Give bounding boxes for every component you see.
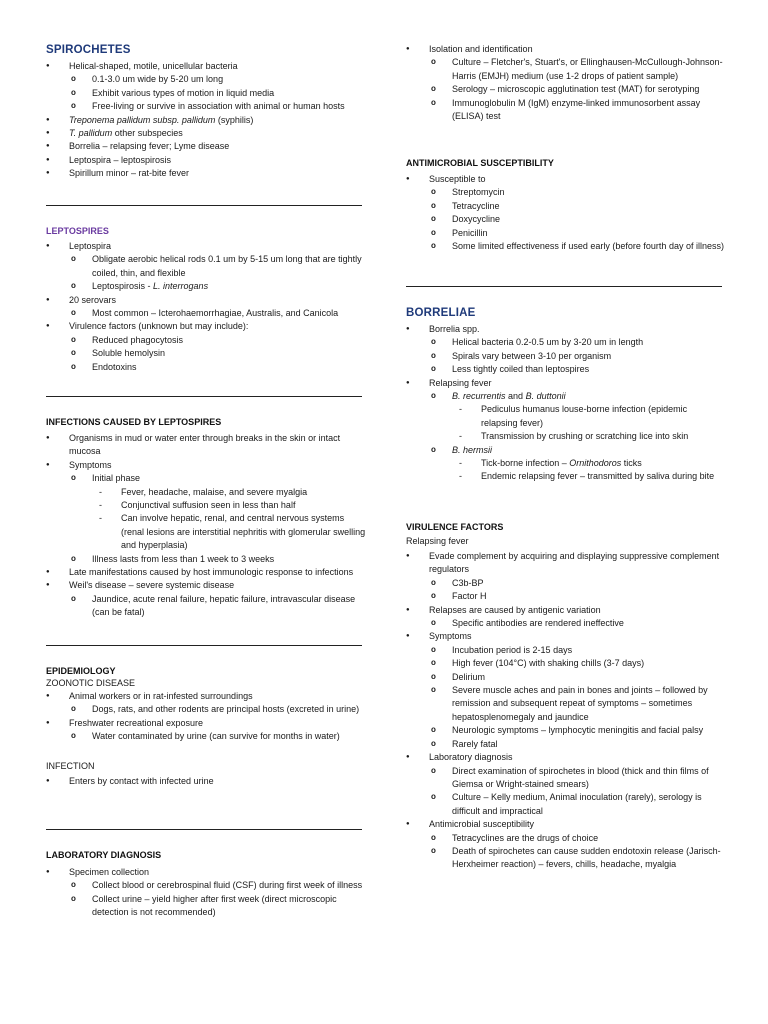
bullet-list	[46, 432, 366, 620]
list-item: - Pediculus humanus louse-borne infection (epidemic relapsing fever)	[406, 403, 726, 430]
list-item: - Fever, headache, malaise, and severe myalgia	[46, 486, 366, 499]
list-item: ● Helical-shaped, motile, unicellular bacteria	[46, 60, 366, 73]
list-item: ● 20 serovars	[46, 294, 366, 307]
section-title: LABORATORY DIAGNOSIS	[46, 850, 162, 860]
list-item: ● Leptospira	[46, 240, 366, 253]
divider	[46, 205, 362, 206]
list-item: o Factor H	[406, 590, 726, 603]
list-item: ● Relapsing fever	[406, 377, 726, 390]
list-item: ● Weil's disease – severe systemic disease	[46, 579, 366, 592]
list-item: ● Symptoms	[406, 630, 726, 643]
list-item: o Rarely fatal	[406, 738, 726, 751]
list-item: o Delirium	[406, 671, 726, 684]
list-item: o Most common – Icterohaemorrhagiae, Australis, and Canicola	[46, 307, 366, 320]
divider	[406, 286, 722, 287]
list-item: ● Spirillum minor – rat-bite fever	[46, 167, 366, 180]
section-title: EPIDEMIOLOGY	[46, 666, 116, 676]
list-item	[46, 280, 366, 293]
bullet-list	[46, 775, 366, 788]
list-item: ● Virulence factors (unknown but may include):	[46, 320, 366, 333]
list-item: ● Freshwater recreational exposure	[46, 717, 366, 730]
bullet-list	[406, 323, 726, 484]
species-name: B. hermsii	[452, 444, 493, 455]
list-item: o Streptomycin	[406, 186, 726, 199]
list-item: - Can involve hepatic, renal, and central nervous systems (renal lesions are interstitial nephritis with glomerular swelling and hyperplasia)	[46, 512, 366, 552]
section-title: INFECTIONS CAUSED BY LEPTOSPIRES	[46, 417, 222, 427]
species-name: B. recurrentis	[452, 391, 506, 402]
list-item: ● Relapses are caused by antigenic variation	[406, 604, 726, 617]
section-subtitle: ZOONOTIC DISEASE	[46, 678, 136, 688]
list-item: o Incubation period is 2-15 days	[406, 644, 726, 657]
list-item: o Less tightly coiled than leptospires	[406, 363, 726, 376]
list-item: o Culture – Kelly medium, Animal inoculation (rarely), serology is difficult and impractical	[406, 791, 726, 818]
bullet-list	[406, 43, 726, 123]
species-name: B. duttonii	[525, 391, 566, 402]
list-item: o Some limited effectiveness if used early (before fourth day of illness)	[406, 240, 726, 253]
list-item: o Reduced phagocytosis	[46, 334, 366, 347]
section-subtitle: Relapsing fever	[406, 536, 469, 546]
section-antimicrobial	[406, 158, 726, 253]
list-item: o Serology – microscopic agglutination test (MAT) for serotyping	[406, 83, 726, 96]
list-item: o Endotoxins	[46, 361, 366, 374]
bullet-list	[406, 173, 726, 253]
list-text: Tick-borne infection –	[481, 458, 570, 469]
list-item: ● Isolation and identification	[406, 43, 726, 56]
list-item: ● Antimicrobial susceptibility	[406, 818, 726, 831]
list-item: o Dogs, rats, and other rodents are principal hosts (excreted in urine)	[46, 703, 366, 716]
list-item	[406, 444, 726, 457]
section-epidemiology	[46, 666, 366, 788]
divider	[46, 645, 362, 646]
list-item: o Spirals vary between 3-10 per organism	[406, 350, 726, 363]
list-item: o Tetracyclines are the drugs of choice	[406, 832, 726, 845]
divider	[46, 829, 362, 830]
list-item: ● Borrelia spp.	[406, 323, 726, 336]
list-item: o Immunoglobulin M (IgM) enzyme-linked immunosorbent assay (ELISA) test	[406, 97, 726, 124]
bullet-list	[46, 240, 366, 374]
list-item: o Direct examination of spirochetes in blood (thick and thin films of Giemsa or Wright-stained smears)	[406, 765, 726, 792]
subsection-title: INFECTION	[46, 760, 95, 771]
section-infections	[46, 417, 366, 620]
list-item: o Free-living or survive in association with animal or human hosts	[46, 100, 366, 113]
list-item: o Neurologic symptoms – lymphocytic meningitis and facial palsy	[406, 724, 726, 737]
list-item: o Illness lasts from less than 1 week to 3 weeks	[46, 553, 366, 566]
list-item: o Initial phase	[46, 472, 366, 485]
list-item: ● Borrelia – relapsing fever; Lyme disease	[46, 140, 366, 153]
list-item: ● Late manifestations caused by host immunologic response to infections	[46, 566, 366, 579]
list-item: ● Evade complement by acquiring and displaying suppressive complement regulators	[406, 550, 726, 577]
species-name: T. pallidum	[69, 128, 113, 139]
list-item: o Helical bacteria 0.2-0.5 um by 3-20 um in length	[406, 336, 726, 349]
section-title: BORRELIAE	[406, 307, 476, 319]
list-item: ● Animal workers or in rat-infested surroundings	[46, 690, 366, 703]
section-title: ANTIMICROBIAL SUSCEPTIBILITY	[406, 158, 554, 168]
section-leptospires	[46, 226, 366, 374]
list-item: o Water contaminated by urine (can survive for months in water)	[46, 730, 366, 743]
list-item: o Penicillin	[406, 227, 726, 240]
list-item: o Tetracycline	[406, 200, 726, 213]
list-item: o Specific antibodies are rendered ineffective	[406, 617, 726, 630]
list-item: ● Laboratory diagnosis	[406, 751, 726, 764]
list-item: ● Organisms in mud or water enter through breaks in the skin or intact mucosa	[46, 432, 366, 459]
divider	[46, 396, 362, 397]
section-spirochetes	[46, 44, 366, 181]
section-title: SPIROCHETES	[46, 44, 131, 56]
list-item: ● Susceptible to	[406, 173, 726, 186]
bullet-list	[46, 866, 366, 920]
list-item: - Transmission by crushing or scratching lice into skin	[406, 430, 726, 443]
list-item: ● Specimen collection	[46, 866, 366, 879]
list-item: ● Enters by contact with infected urine	[46, 775, 366, 788]
list-item: ● Symptoms	[46, 459, 366, 472]
bullet-list	[406, 550, 726, 872]
list-item: o Collect urine – yield higher after first week (direct microscopic detection is not recommended)	[46, 893, 366, 920]
species-name: L. interrogans	[153, 281, 209, 292]
section-lab-continued	[406, 43, 726, 123]
section-borreliae	[406, 307, 726, 484]
bullet-list	[46, 690, 366, 744]
list-text: Leptospirosis -	[92, 281, 154, 292]
list-item: o Obligate aerobic helical rods 0.1 um by 5-15 um long that are tightly coiled, thin, and flexible	[46, 253, 366, 280]
list-item: o Collect blood or cerebrospinal fluid (CSF) during first week of illness	[46, 879, 366, 892]
list-item: o Severe muscle aches and pain in bones and joints – followed by remission and subsequent repeat of symptoms – sometimes hepatosplenomegaly and jaundice	[406, 684, 726, 724]
list-item	[406, 457, 726, 470]
list-item: o High fever (104°C) with shaking chills (3-7 days)	[406, 657, 726, 670]
list-text: (syphilis)	[215, 114, 254, 125]
section-title: VIRULENCE FACTORS	[406, 522, 504, 532]
section-title: LEPTOSPIRES	[46, 226, 109, 236]
list-item	[46, 127, 366, 140]
list-text: other subspecies	[112, 128, 183, 139]
list-text: and	[505, 391, 526, 402]
list-item: o Jaundice, acute renal failure, hepatic failure, intravascular disease (can be fatal)	[46, 593, 366, 620]
list-item: o Exhibit various types of motion in liquid media	[46, 87, 366, 100]
list-item: - Conjunctival suffusion seen in less than half	[46, 499, 366, 512]
section-virulence-factors	[406, 522, 726, 872]
list-item: o Doxycycline	[406, 213, 726, 226]
list-item: o Death of spirochetes can cause sudden endotoxin release (Jarisch-Herxheimer reaction) – fevers, chills, headache, myalgia	[406, 845, 726, 872]
list-item: o C3b-BP	[406, 577, 726, 590]
list-item: - Endemic relapsing fever – transmitted by saliva during bite	[406, 470, 726, 483]
list-item	[406, 390, 726, 403]
list-item: o Culture – Fletcher's, Stuart's, or Ellinghausen-McCullough-Johnson-Harris (EMJH) medium (use 1-2 drops of patient sample)	[406, 56, 726, 83]
bullet-list	[46, 60, 366, 181]
species-name: Ornithodoros	[569, 458, 622, 469]
list-text: ticks	[621, 458, 642, 469]
list-item	[46, 114, 366, 127]
species-name: Treponema pallidum subsp. pallidum	[69, 114, 216, 125]
list-item: o 0.1-3.0 um wide by 5-20 um long	[46, 73, 366, 86]
section-laboratory-diagnosis	[46, 850, 366, 920]
list-item: o Soluble hemolysin	[46, 347, 366, 360]
list-item: ● Leptospira – leptospirosis	[46, 154, 366, 167]
